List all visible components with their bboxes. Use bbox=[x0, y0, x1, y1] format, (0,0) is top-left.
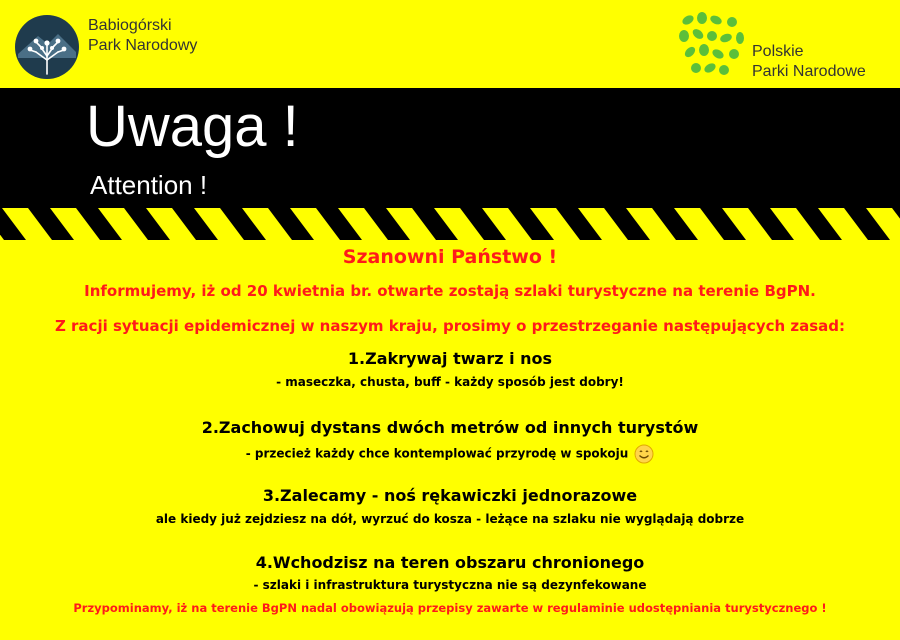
park-name-left bbox=[88, 16, 197, 56]
babia-gora-logo-icon bbox=[14, 14, 80, 80]
rule-4-heading: 4.Wchodzisz na teren obszaru chronionego bbox=[255, 553, 645, 572]
footer-reminder: Przypominamy, iż na terenie BgPN nadal obowiązują przepisy zawarte w regulaminie udostępniania turystycznego ! bbox=[73, 601, 827, 615]
hazard-stripes bbox=[0, 208, 900, 240]
park-network-name-line1: Polskie bbox=[752, 43, 804, 60]
rule-1-detail: - maseczka, chusta, buff - każdy sposób jest dobry! bbox=[276, 375, 624, 389]
park-name-left-line2: Park Narodowy bbox=[88, 37, 198, 54]
rule-2-detail-line bbox=[0, 444, 900, 464]
info-rules-intro: Z racji sytuacji epidemicznej w naszym kraju, prosimy o przestrzeganie następujących zasad: bbox=[54, 317, 846, 335]
rule-3-detail: ale kiedy już zejdziesz na dół, wyrzuć do kosza - leżące na szlaku nie wyglądają dobrze bbox=[155, 512, 745, 526]
info-opening-trails: Informujemy, iż od 20 kwietnia br. otwarte zostają szlaki turystyczne na terenie BgPN. bbox=[84, 282, 816, 300]
rule-4-detail: - szlaki i infrastruktura turystyczna nie są dezynfekowane bbox=[253, 578, 647, 592]
warning-subtitle: Attention ! bbox=[90, 170, 208, 200]
park-network-name-line2: Parki Narodowe bbox=[752, 63, 866, 80]
polish-parks-leaves-logo-icon bbox=[676, 10, 750, 78]
smiley-icon bbox=[634, 444, 654, 464]
rule-2-heading: 2.Zachowuj dystans dwóch metrów od innych turystów bbox=[201, 418, 699, 437]
park-name-left-line1: Babiogórski bbox=[88, 17, 172, 34]
rule-2-detail: - przecież każdy chce kontemplować przyrodę w spokoju bbox=[245, 446, 629, 461]
park-network-name bbox=[752, 42, 866, 82]
rule-3-heading: 3.Zalecamy - noś rękawiczki jednorazowe bbox=[262, 486, 638, 505]
warning-title: Uwaga ! bbox=[86, 94, 299, 159]
rule-1-heading: 1.Zakrywaj twarz i nos bbox=[347, 349, 553, 368]
greeting: Szanowni Państwo ! bbox=[342, 246, 558, 268]
